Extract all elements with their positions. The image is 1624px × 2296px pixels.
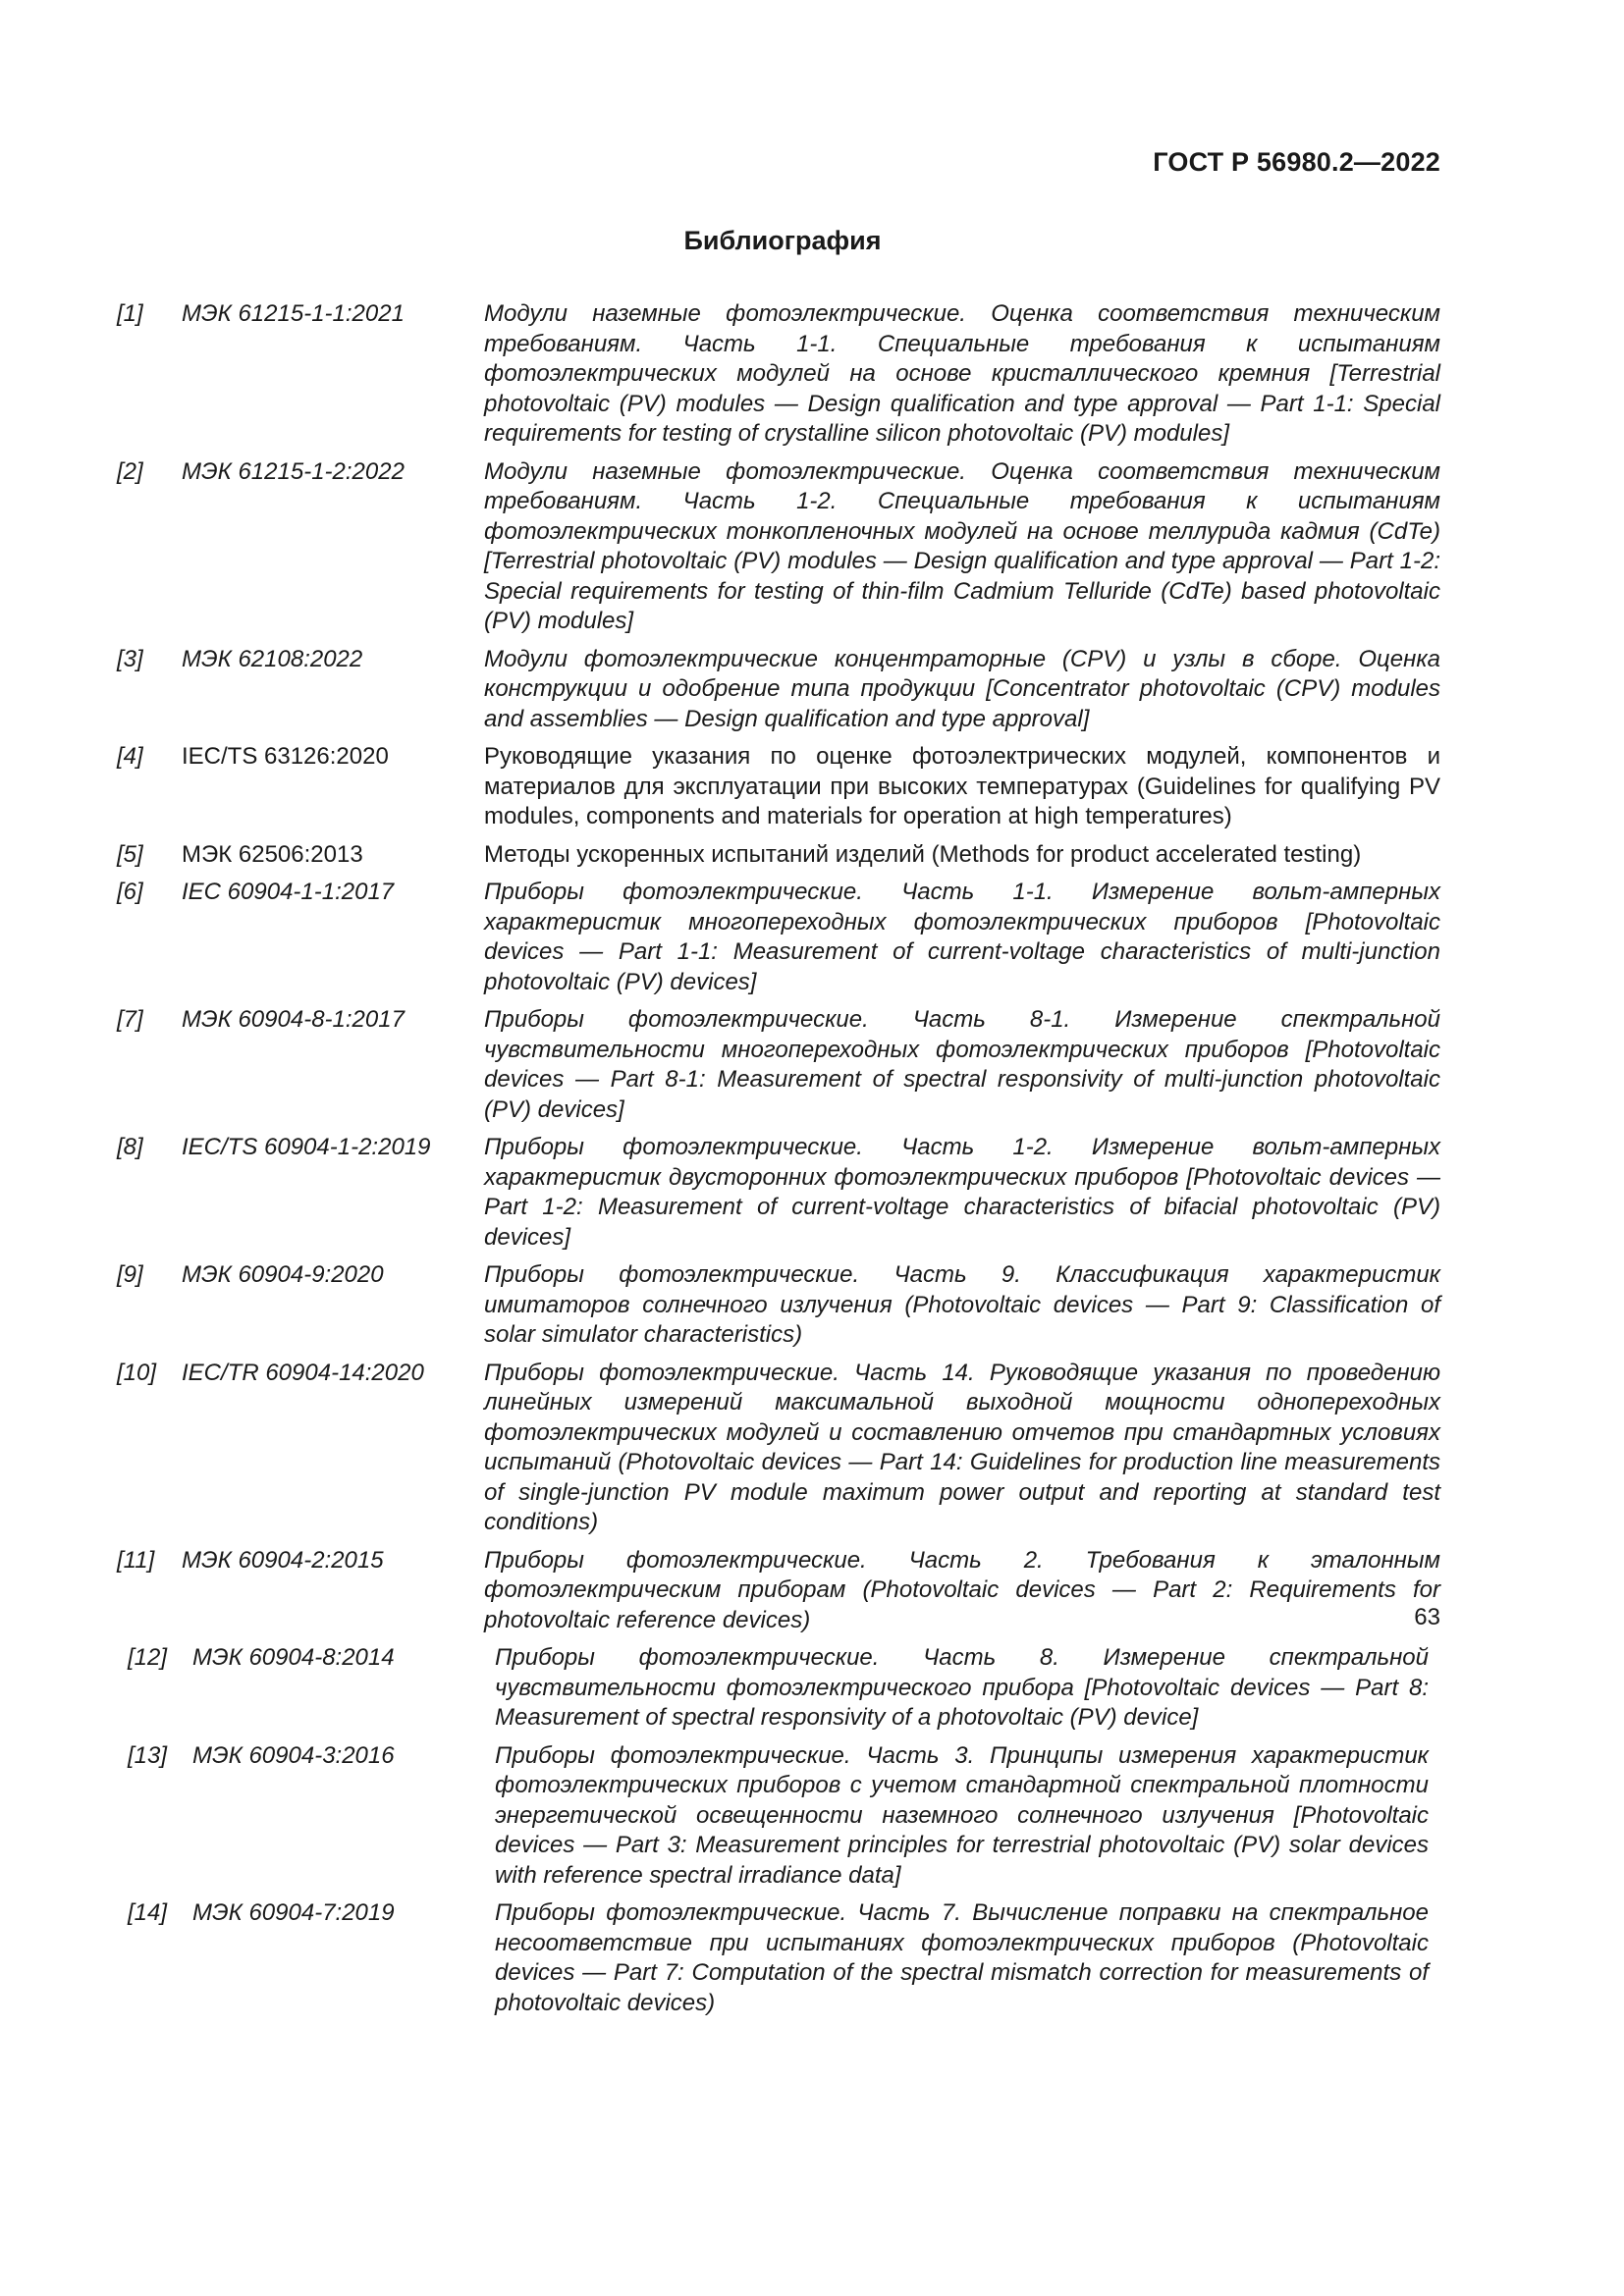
entry-description: Приборы фотоэлектрические. Часть 14. Руководящие указания по проведению линейных измерений максимальной выходной мощности однопереходных фотоэлектрических модулей и составлению отчетов при стандартных условиях испытаний (Photovoltaic devices — Part 14: Guidelines for production line measurements of single-junction PV module maximum power output and reporting at standard test conditions) [484, 1359, 1440, 1535]
entry-number: [2] [117, 457, 143, 485]
entry-reference: МЭК 60904-8-1:2017 [182, 1006, 405, 1033]
bibliography-entry [117, 878, 1440, 997]
page-number: 63 [1414, 1604, 1440, 1630]
entry-description: Приборы фотоэлектрические. Часть 8-1. Измерение спектральной чувствительности многопереходных фотоэлектрических приборов [Photovoltaic devices — Part 8-1: Measurement of spectral responsivity of multi-junction photovoltaic (PV) devices] [484, 1006, 1440, 1123]
entry-number: [9] [117, 1261, 143, 1288]
entry-number: [4] [117, 743, 143, 770]
entry-reference: МЭК 62108:2022 [182, 645, 363, 672]
entry-number: [12] [128, 1644, 168, 1671]
bibliography-entry [117, 1260, 1440, 1351]
entry-description: Приборы фотоэлектрические. Часть 7. Вычисление поправки на спектральное несоответствие при испытаниях фотоэлектрических приборов (Photovoltaic devices — Part 7: Computation of the spectral mismatch correction for measurements of photovoltaic devices) [495, 1899, 1429, 2016]
entry-number: [3] [117, 645, 143, 672]
entry-number: [10] [117, 1359, 157, 1386]
entry-description: Руководящие указания по оценке фотоэлектрических модулей, компонентов и материалов для эксплуатации при высоких температурах (Guidelines for qualifying PV modules, components and materials for operation at high temperatures) [484, 743, 1440, 829]
entry-number: [1] [117, 300, 143, 327]
entry-number: [8] [117, 1134, 143, 1160]
entry-description: Приборы фотоэлектрические. Часть 8. Измерение спектральной чувствительности фотоэлектрического прибора [Photovoltaic devices — Part 8: Measurement of spectral responsivity of a photovoltaic (PV) device] [495, 1644, 1429, 1731]
section-title: Библиография [683, 226, 882, 255]
entry-description: Модули наземные фотоэлектрические. Оценка соответствия техническим требованиям. Часть 1-2. Специальные требования к испытаниям фотоэлектрических тонкопленочных модулей на основе теллурида кадмия (CdTe) [Terrestrial photovoltaic (PV) modules — Design qualification and type approval — Part 1-2: Special requirements for testing of thin-film Cadmium Telluride (CdTe) based photovoltaic (PV) modules] [484, 457, 1440, 634]
entry-description: Модули наземные фотоэлектрические. Оценка соответствия техническим требованиям. Часть 1-1. Специальные требования к испытаниям фотоэлектрических модулей на основе кристаллического кремния [Terrestrial photovoltaic (PV) modules — Design qualification and type approval — Part 1-1: Special requirements for testing of crystalline silicon photovoltaic (PV) modules] [484, 300, 1440, 447]
entry-description: Модули фотоэлектрические концентраторные (CPV) и узлы в сборе. Оценка конструкции и одобрение типа продукции [Concentrator photovoltaic (CPV) modules and assemblies — Design qualification and type approval] [484, 645, 1440, 732]
entry-reference: МЭК 60904-7:2019 [192, 1899, 395, 1926]
bibliography-entry [117, 299, 1440, 450]
entry-description: Приборы фотоэлектрические. Часть 3. Принципы измерения характеристик фотоэлектрических приборов с учетом стандартной спектральной плотности энергетической освещенности наземного солнечного излучения [Photovoltaic devices — Part 3: Measurement principles for terrestrial photovoltaic (PV) solar devices with reference spectral irradiance data] [495, 1741, 1429, 1889]
entry-reference: МЭК 61215-1-1:2021 [182, 300, 405, 327]
entry-reference: МЭК 60904-3:2016 [192, 1741, 395, 1769]
entry-reference: МЭК 60904-8:2014 [192, 1644, 395, 1671]
bibliography-entry [117, 1005, 1440, 1125]
entry-reference: МЭК 60904-9:2020 [182, 1261, 384, 1288]
bibliography-entry [117, 1898, 1429, 2018]
entry-number: [6] [117, 879, 143, 905]
bibliography-entry [117, 1643, 1429, 1734]
entry-reference: IEC/TS 60904-1-2:2019 [182, 1134, 431, 1160]
entry-reference: IEC/TR 60904-14:2020 [182, 1359, 424, 1386]
entry-reference: МЭК 62506:2013 [182, 840, 363, 868]
bibliography-entry [117, 742, 1440, 832]
entry-description: Приборы фотоэлектрические. Часть 1-2. Измерение вольт-амперных характеристик двусторонних фотоэлектрических приборов [Photovoltaic devices — Part 1-2: Measurement of current-voltage characteristics of bifacial photovoltaic (PV) devices] [484, 1134, 1440, 1251]
entry-number: [14] [128, 1899, 168, 1926]
entry-number: [5] [117, 840, 143, 868]
entry-description: Приборы фотоэлектрические. Часть 9. Классификация характеристик имитаторов солнечного излучения (Photovoltaic devices — Part 9: Classification of solar simulator characteristics) [484, 1261, 1440, 1348]
entry-description: Приборы фотоэлектрические. Часть 1-1. Измерение вольт-амперных характеристик многопереходных фотоэлектрических приборов [Photovoltaic devices — Part 1-1: Measurement of current-voltage characteristics of multi-junction photovoltaic (PV) devices] [484, 879, 1440, 995]
bibliography-entry [117, 1133, 1440, 1253]
bibliography-entry [117, 1741, 1429, 1892]
bibliography-entry [117, 645, 1440, 735]
bibliography-entry [117, 1546, 1440, 1636]
entry-description: Приборы фотоэлектрические. Часть 2. Требования к эталонным фотоэлектрическим приборам (Photovoltaic devices — Part 2: Requirements for photovoltaic reference devices) [484, 1546, 1440, 1633]
entry-number: [13] [128, 1741, 168, 1769]
document-code: ГОСТ Р 56980.2—2022 [1153, 147, 1440, 177]
bibliography-entry [117, 840, 1440, 871]
entry-reference: IEC/TS 63126:2020 [182, 743, 389, 770]
entry-description: Методы ускоренных испытаний изделий (Methods for product accelerated testing) [484, 840, 1362, 868]
bibliography-list [117, 299, 1440, 2026]
entry-reference: МЭК 61215-1-2:2022 [182, 457, 405, 485]
bibliography-entry [117, 457, 1440, 637]
entry-reference: IEC 60904-1-1:2017 [182, 879, 395, 905]
entry-reference: МЭК 60904-2:2015 [182, 1546, 384, 1574]
bibliography-entry [117, 1359, 1440, 1538]
entry-number: [7] [117, 1006, 143, 1033]
entry-number: [11] [117, 1546, 155, 1574]
